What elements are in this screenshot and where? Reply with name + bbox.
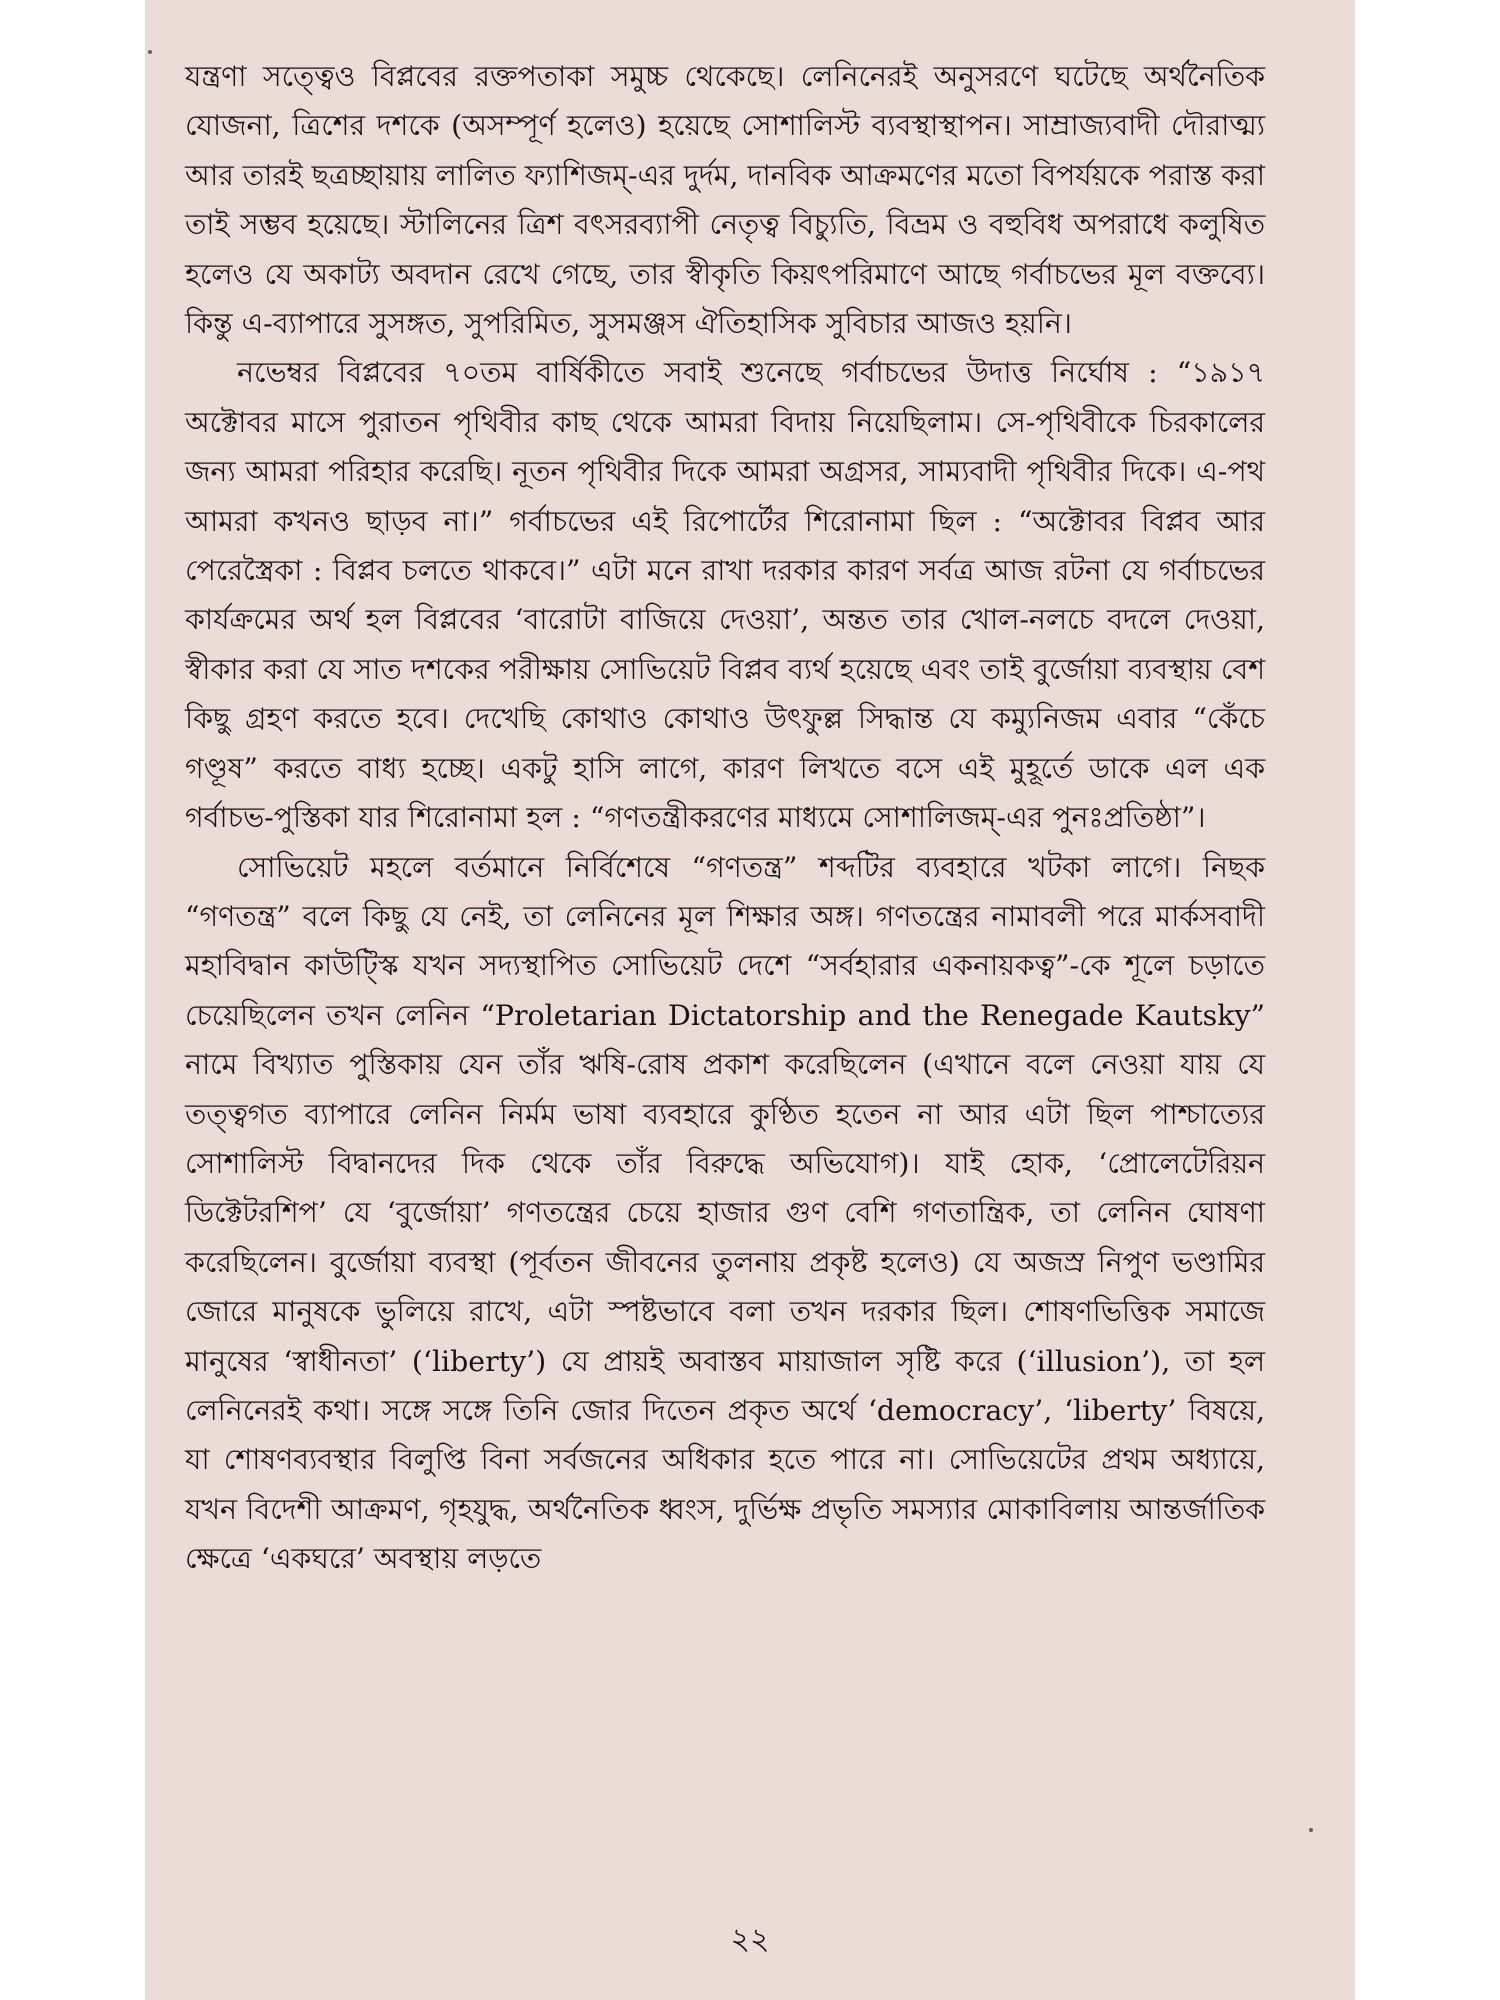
- paragraph-1: যন্ত্রণা সত্ত্বেও বিপ্লবের রক্তপতাকা সমুচ্চ থেকেছে। লেনিনেরই অনুসরণে ঘটেছে অর্থনৈতিক যোজনা, ত্রিশের দশকে (অসম্পূর্ণ হলেও) হয়েছে সোশালিস্ট ব্যবস্থাস্থাপন। সাম্রাজ্যবাদী দৌরাত্ম্য আর তারই ছত্রচ্ছায়ায় লালিত ফ্যাশিজম্-এর দুর্দম, দানবিক আক্রমণের মতো বিপর্যয়কে পরাস্ত করা তাই সম্ভব হয়েছে। স্টালিনের ত্রিশ বৎসরব্যাপী নেতৃত্ব বিচ্যুতি, বিভ্রম ও বহুবিধ অপরাধে কলুষিত হলেও যে অকাট্য অবদান রেখে গেছে, তার স্বীকৃতি কিয়ৎপরিমাণে আছে গর্বাচভের মূল বক্তব্যে। কিন্তু এ-ব্যাপারে সুসঙ্গত, সুপরিমিত, সুসমঞ্জস ঐতিহাসিক সুবিচার আজও হয়নি।: [185, 60, 1265, 341]
- paragraph-3: সোভিয়েট মহলে বর্তমানে নির্বিশেষে “গণতন্ত্র” শব্দটির ব্যবহারে খটকা লাগে। নিছক “গণতন্ত্র” বলে কিছু যে নেই, তা লেনিনের মূল শিক্ষার অঙ্গ। গণতন্ত্রের নামাবলী পরে মার্কসবাদী মহাবিদ্বান কাউট্স্কি যখন সদ্যস্থাপিত সোভিয়েট দেশে “সর্বহারার একনায়কত্ব”-কে শূলে চড়াতে চেয়েছিলেন তখন লেনিন “Proletarian Dictatorship and the Renegade Kautsky” নামে বিখ্যাত পুস্তিকায় যেন তাঁর ঋষি-রোষ প্রকাশ করেছিলেন (এখানে বলে নেওয়া যায় যে তত্ত্বগত ব্যাপারে লেনিন নির্মম ভাষা ব্যবহারে কুণ্ঠিত হতেন না আর এটা ছিল পাশ্চাত্যের সোশালিস্ট বিদ্বানদের দিক থেকে তাঁর বিরুদ্ধে অভিযোগ)। যাই হোক, ‘প্রোলেটেরিয়ন ডিক্টেটরশিপ’ যে ‘বুর্জোয়া’ গণতন্ত্রের চেয়ে হাজার গুণ বেশি গণতান্ত্রিক, তা লেনিন ঘোষণা করেছিলেন। বুর্জোয়া ব্যবস্থা (পূর্বতন জীবনের তুলনায় প্রকৃষ্ট হলেও) যে অজস্র নিপুণ ভণ্ডামির জোরে মানুষকে ভুলিয়ে রাখে, এটা স্পষ্টভাবে বলা তখন দরকার ছিল। শোষণভিত্তিক সমাজে মানুষের ‘স্বাধীনতা’ (‘liberty’) যে প্রায়ই অবাস্তব মায়াজাল সৃষ্টি করে (‘illusion’), তা হল লেনিনেরই কথা। সঙ্গে সঙ্গে তিনি জোর দিতেন প্রকৃত অর্থে ‘democracy’, ‘liberty’ বিষয়ে, যা শোষণব্যবস্থার বিলুপ্তি বিনা সর্বজনের অধিকার হতে পারে না। সোভিয়েটের প্রথম অধ্যায়ে, যখন বিদেশী আক্রমণ, গৃহযুদ্ধ, অর্থনৈতিক ধ্বংস, দুর্ভিক্ষ প্রভৃতি সমস্যার মোকাবিলায় আন্তর্জাতিক ক্ষেত্রে ‘একঘরে’ অবস্থায় লড়তে: [185, 850, 1265, 1576]
- paragraph-2: নভেম্বর বিপ্লবের ৭০তম বার্ষিকীতে সবাই শুনেছে গর্বাচভের উদাত্ত নির্ঘোষ : “১৯১৭ অক্টোবর মাসে পুরাতন পৃথিবীর কাছ থেকে আমরা বিদায় নিয়েছিলাম। সে-পৃথিবীকে চিরকালের জন্য আমরা পরিহার করেছি। নূতন পৃথিবীর দিকে আমরা অগ্রসর, সাম্যবাদী পৃথিবীর দিকে। এ-পথ আমরা কখনও ছাড়ব না।” গর্বাচভের এই রিপোর্টের শিরোনামা ছিল : “অক্টোবর বিপ্লব আর পেরেস্ত্রৈকা : বিপ্লব চলতে থাকবে।” এটা মনে রাখা দরকার কারণ সর্বত্র আজ রটনা যে গর্বাচভের কার্যক্রমের অর্থ হল বিপ্লবের ‘বারোটা বাজিয়ে দেওয়া’, অন্তত তার খোল-নলচে বদলে দেওয়া, স্বীকার করা যে সাত দশকের পরীক্ষায় সোভিয়েট বিপ্লব ব্যর্থ হয়েছে এবং তাই বুর্জোয়া ব্যবস্থায় বেশ কিছু গ্রহণ করতে হবে। দেখেছি কোথাও কোথাও উৎফুল্ল সিদ্ধান্ত যে কম্যুনিজম এবার “কেঁচে গণ্ডূষ” করতে বাধ্য হচ্ছে। একটু হাসি লাগে, কারণ লিখতে বসে এই মুহূর্তে ডাকে এল এক গর্বাচভ-পুস্তিকা যার শিরোনামা হল : “গণতন্ত্রীকরণের মাধ্যমে সোশালিজম্-এর পুনঃপ্রতিষ্ঠা”।: [185, 356, 1265, 835]
- book-page: [145, 0, 1355, 2000]
- ink-speck: [148, 50, 152, 54]
- page-number: ২২: [730, 1922, 770, 1957]
- ink-speck: [1309, 1828, 1313, 1832]
- page-body-text: [185, 52, 1265, 1584]
